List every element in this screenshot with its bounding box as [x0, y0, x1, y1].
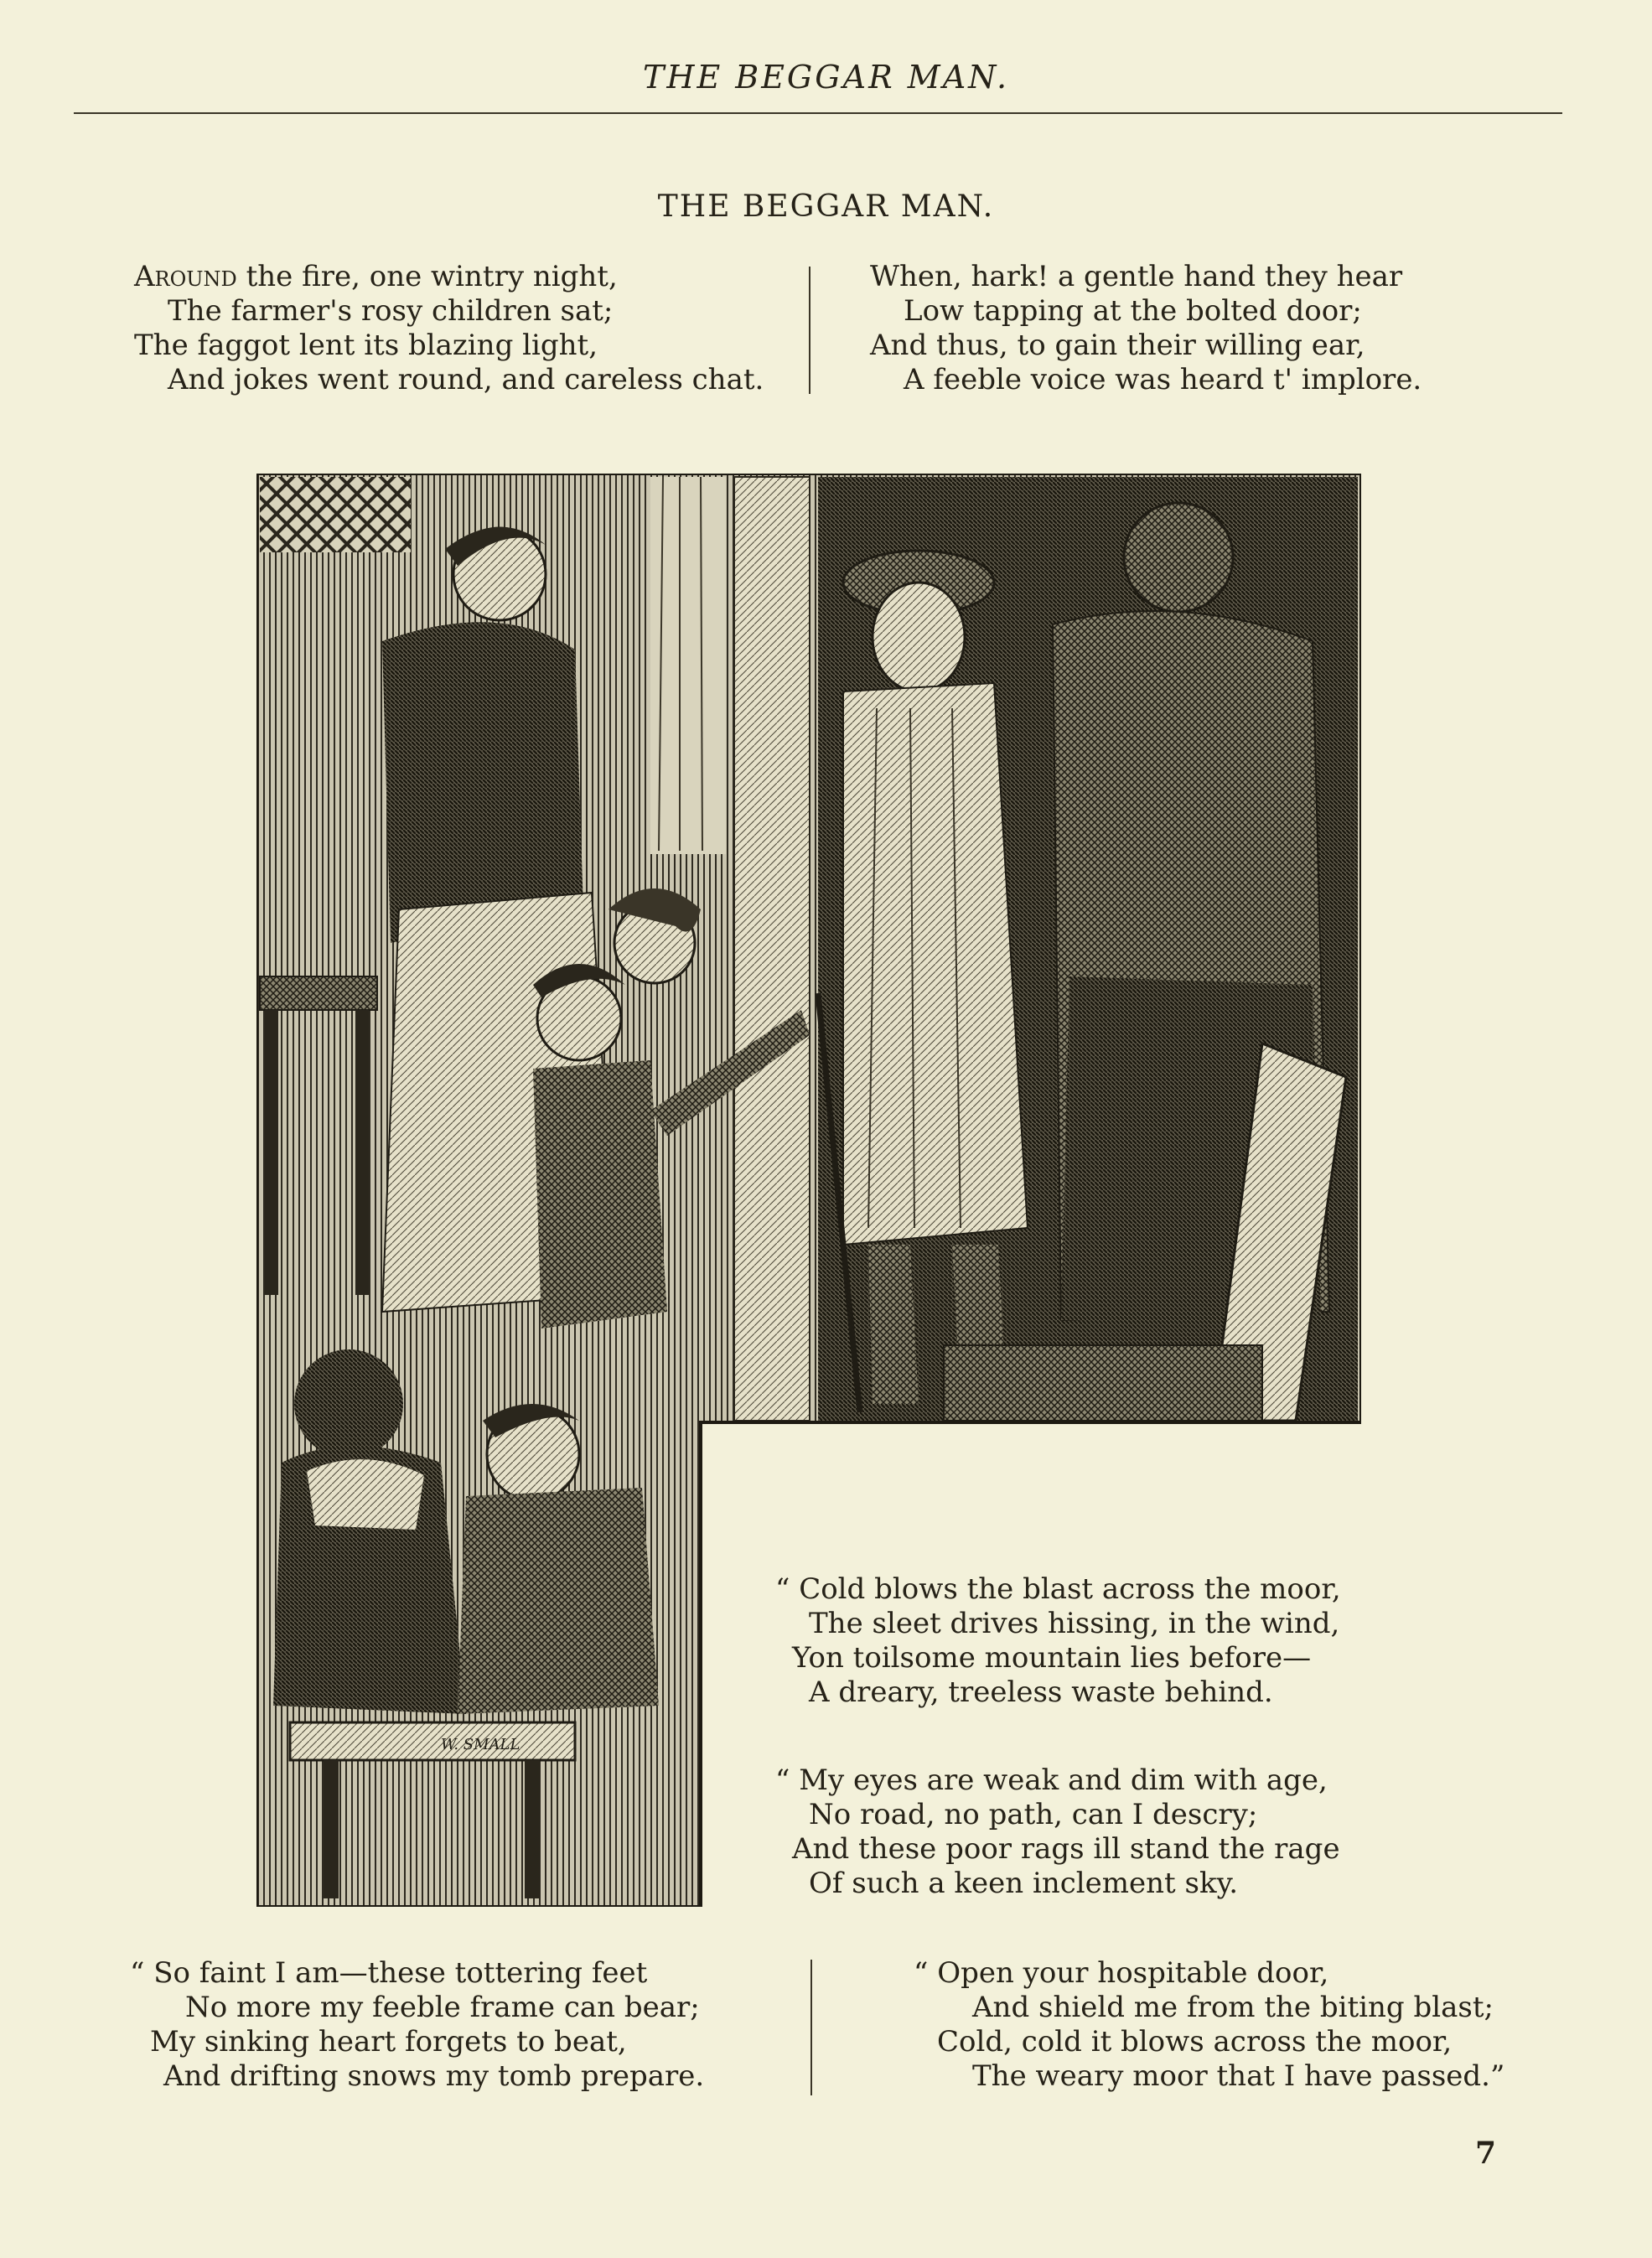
artist-signature: W. SMALL: [441, 1736, 520, 1753]
stanza-line: “ Cold blows the blast across the moor,: [775, 1572, 1341, 1606]
stanza-line: Yon toilsome mountain lies before—: [792, 1641, 1312, 1675]
stanza-4: [775, 1763, 1340, 1901]
column-rule-top: [809, 267, 810, 394]
stanza-1: [134, 260, 764, 397]
page-number: 7: [1475, 2136, 1497, 2171]
drop-word: Around: [134, 260, 237, 293]
stanza-line: My sinking heart forgets to beat,: [150, 2025, 627, 2059]
stanza-line: Of such a keen inclement sky.: [809, 1867, 1239, 1900]
stanza-2: [870, 260, 1422, 397]
poem-title: THE BEGGAR MAN.: [657, 189, 995, 224]
stanza-line: Cold, cold it blows across the moor,: [937, 2025, 1453, 2059]
stanza-6: [914, 1956, 1504, 2094]
stanza-3: [775, 1572, 1341, 1710]
stanza-line: And drifting snows my tomb prepare.: [163, 2059, 705, 2093]
stanza-line: “ So faint I am—these tottering feet: [130, 1956, 648, 1990]
stanza-line: A dreary, treeless waste behind.: [809, 1675, 1273, 1709]
stanza-line: “ My eyes are weak and dim with age,: [775, 1763, 1328, 1797]
stanza-line: And jokes went round, and careless chat.: [168, 363, 764, 396]
stanza-line: And these poor rags ill stand the rage: [792, 1832, 1340, 1866]
stanza-line: “ Open your hospitable door,: [914, 1956, 1329, 1990]
stanza-line: And shield me from the biting blast;: [972, 1991, 1494, 2024]
stanza-line: [134, 260, 764, 294]
stanza-line: No road, no path, can I descry;: [809, 1798, 1258, 1831]
stanza-line: The farmer's rosy children sat;: [168, 294, 614, 328]
running-head: THE BEGGAR MAN.: [642, 59, 1010, 96]
stanza-line: A feeble voice was heard t' implore.: [904, 363, 1422, 396]
header-rule: [74, 112, 1562, 114]
stanza-line: The sleet drives hissing, in the wind,: [809, 1607, 1340, 1640]
column-rule-bottom: [810, 1960, 812, 2095]
first-line-rest: the fire, one wintry night,: [236, 260, 618, 293]
stanza-line: The weary moor that I have passed.”: [972, 2059, 1505, 2093]
stanza-5: [130, 1956, 704, 2094]
stanza-line: Low tapping at the bolted door;: [904, 294, 1362, 328]
stanza-line: The faggot lent its blazing light,: [134, 329, 598, 362]
stanza-line: And thus, to gain their willing ear,: [870, 329, 1365, 362]
stanza-line: When, hark! a gentle hand they hear: [870, 260, 1403, 293]
stanza-line: No more my feeble frame can bear;: [185, 1991, 700, 2024]
